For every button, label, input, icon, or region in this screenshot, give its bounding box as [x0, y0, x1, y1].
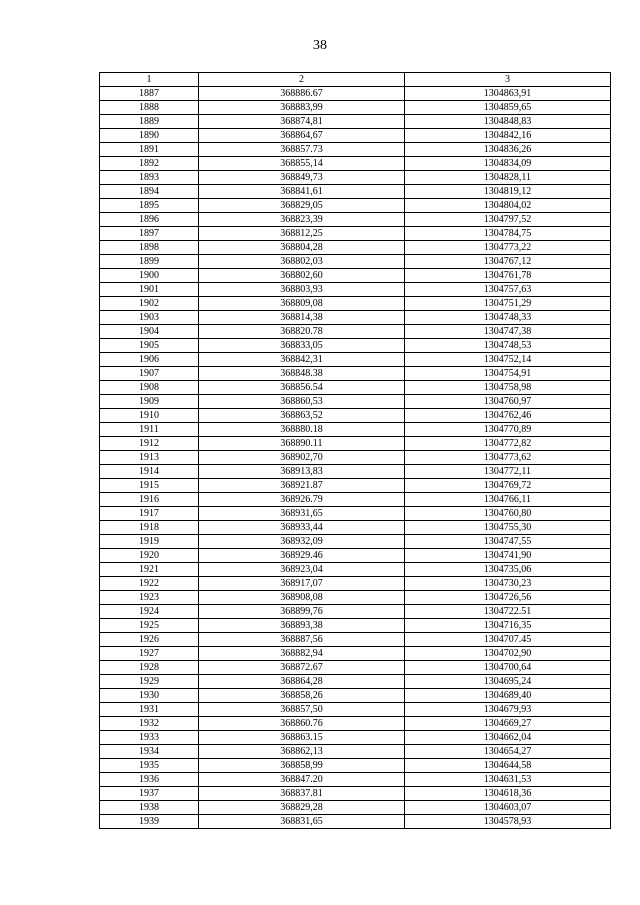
y-coordinate-cell: 1304772,11	[405, 465, 611, 479]
point-number-cell: 1906	[100, 353, 199, 367]
y-coordinate-cell: 1304755,30	[405, 521, 611, 535]
table-row	[100, 577, 611, 591]
table-row	[100, 689, 611, 703]
table-row	[100, 409, 611, 423]
column-header-3: 3	[405, 73, 611, 87]
table-row	[100, 703, 611, 717]
x-coordinate-cell: 368926.79	[199, 493, 405, 507]
point-number-cell: 1916	[100, 493, 199, 507]
x-coordinate-cell: 368831,65	[199, 815, 405, 829]
x-coordinate-cell: 368933,44	[199, 521, 405, 535]
y-coordinate-cell: 1304747,55	[405, 535, 611, 549]
x-coordinate-cell: 368856.54	[199, 381, 405, 395]
x-coordinate-cell: 368863,52	[199, 409, 405, 423]
point-number-cell: 1915	[100, 479, 199, 493]
x-coordinate-cell: 368908,08	[199, 591, 405, 605]
x-coordinate-cell: 368848.38	[199, 367, 405, 381]
point-number-cell: 1908	[100, 381, 199, 395]
point-number-cell: 1913	[100, 451, 199, 465]
point-number-cell: 1903	[100, 311, 199, 325]
point-number-cell: 1894	[100, 185, 199, 199]
table-row	[100, 241, 611, 255]
table-row	[100, 339, 611, 353]
x-coordinate-cell: 368864,28	[199, 675, 405, 689]
point-number-cell: 1898	[100, 241, 199, 255]
table-body	[100, 87, 611, 829]
table-row	[100, 143, 611, 157]
x-coordinate-cell: 368823,39	[199, 213, 405, 227]
table-row	[100, 423, 611, 437]
x-coordinate-cell: 368814,38	[199, 311, 405, 325]
table-row	[100, 717, 611, 731]
x-coordinate-cell: 368913,83	[199, 465, 405, 479]
point-number-cell: 1922	[100, 577, 199, 591]
point-number-cell: 1920	[100, 549, 199, 563]
table-row	[100, 563, 611, 577]
table-row	[100, 129, 611, 143]
table-row	[100, 101, 611, 115]
table-row	[100, 255, 611, 269]
y-coordinate-cell: 1304735,06	[405, 563, 611, 577]
table-row	[100, 521, 611, 535]
point-number-cell: 1905	[100, 339, 199, 353]
x-coordinate-cell: 368887,56	[199, 633, 405, 647]
x-coordinate-cell: 368902,70	[199, 451, 405, 465]
x-coordinate-cell: 368886.67	[199, 87, 405, 101]
y-coordinate-cell: 1304669,27	[405, 717, 611, 731]
y-coordinate-cell: 1304842,16	[405, 129, 611, 143]
x-coordinate-cell: 368932,09	[199, 535, 405, 549]
point-number-cell: 1891	[100, 143, 199, 157]
x-coordinate-cell: 368802,03	[199, 255, 405, 269]
table-row	[100, 493, 611, 507]
table-row	[100, 353, 611, 367]
x-coordinate-cell: 368857,50	[199, 703, 405, 717]
point-number-cell: 1939	[100, 815, 199, 829]
point-number-cell: 1935	[100, 759, 199, 773]
x-coordinate-cell: 368883,99	[199, 101, 405, 115]
point-number-cell: 1932	[100, 717, 199, 731]
table-row	[100, 619, 611, 633]
table-row	[100, 437, 611, 451]
y-coordinate-cell: 1304760,97	[405, 395, 611, 409]
table-header-row	[100, 73, 611, 87]
point-number-cell: 1925	[100, 619, 199, 633]
table-row	[100, 647, 611, 661]
column-header-1: 1	[100, 73, 199, 87]
y-coordinate-cell: 1304828,11	[405, 171, 611, 185]
point-number-cell: 1927	[100, 647, 199, 661]
x-coordinate-cell: 368803,93	[199, 283, 405, 297]
y-coordinate-cell: 1304848,83	[405, 115, 611, 129]
point-number-cell: 1909	[100, 395, 199, 409]
y-coordinate-cell: 1304773,62	[405, 451, 611, 465]
table-row	[100, 549, 611, 563]
table-row	[100, 507, 611, 521]
x-coordinate-cell: 368917,07	[199, 577, 405, 591]
point-number-cell: 1919	[100, 535, 199, 549]
y-coordinate-cell: 1304751,29	[405, 297, 611, 311]
table-row	[100, 801, 611, 815]
table-row	[100, 269, 611, 283]
y-coordinate-cell: 1304752,14	[405, 353, 611, 367]
table-row	[100, 773, 611, 787]
point-number-cell: 1938	[100, 801, 199, 815]
y-coordinate-cell: 1304754,91	[405, 367, 611, 381]
y-coordinate-cell: 1304773,22	[405, 241, 611, 255]
y-coordinate-cell: 1304797,52	[405, 213, 611, 227]
x-coordinate-cell: 368893,38	[199, 619, 405, 633]
table-row	[100, 787, 611, 801]
x-coordinate-cell: 368931,65	[199, 507, 405, 521]
x-coordinate-cell: 368841,61	[199, 185, 405, 199]
y-coordinate-cell: 1304726,56	[405, 591, 611, 605]
point-number-cell: 1887	[100, 87, 199, 101]
x-coordinate-cell: 368864,67	[199, 129, 405, 143]
point-number-cell: 1917	[100, 507, 199, 521]
point-number-cell: 1895	[100, 199, 199, 213]
y-coordinate-cell: 1304578,93	[405, 815, 611, 829]
point-number-cell: 1899	[100, 255, 199, 269]
y-coordinate-cell: 1304836,26	[405, 143, 611, 157]
y-coordinate-cell: 1304859,65	[405, 101, 611, 115]
y-coordinate-cell: 1304618,36	[405, 787, 611, 801]
table-row	[100, 185, 611, 199]
table-row	[100, 297, 611, 311]
table-row	[100, 535, 611, 549]
x-coordinate-cell: 368890.11	[199, 437, 405, 451]
point-number-cell: 1937	[100, 787, 199, 801]
table-row	[100, 815, 611, 829]
y-coordinate-cell: 1304770,89	[405, 423, 611, 437]
x-coordinate-cell: 368872.67	[199, 661, 405, 675]
table-row	[100, 325, 611, 339]
table-row	[100, 367, 611, 381]
y-coordinate-cell: 1304804,02	[405, 199, 611, 213]
x-coordinate-cell: 368849,73	[199, 171, 405, 185]
y-coordinate-cell: 1304702,90	[405, 647, 611, 661]
y-coordinate-cell: 1304748,33	[405, 311, 611, 325]
point-number-cell: 1933	[100, 731, 199, 745]
x-coordinate-cell: 368820.78	[199, 325, 405, 339]
y-coordinate-cell: 1304767,12	[405, 255, 611, 269]
x-coordinate-cell: 368829,28	[199, 801, 405, 815]
y-coordinate-cell: 1304631,53	[405, 773, 611, 787]
point-number-cell: 1921	[100, 563, 199, 577]
point-number-cell: 1924	[100, 605, 199, 619]
y-coordinate-cell: 1304769,72	[405, 479, 611, 493]
point-number-cell: 1889	[100, 115, 199, 129]
table-row	[100, 605, 611, 619]
point-number-cell: 1911	[100, 423, 199, 437]
x-coordinate-cell: 368874,81	[199, 115, 405, 129]
y-coordinate-cell: 1304695,24	[405, 675, 611, 689]
point-number-cell: 1926	[100, 633, 199, 647]
table-row	[100, 171, 611, 185]
x-coordinate-cell: 368812,25	[199, 227, 405, 241]
table-row	[100, 591, 611, 605]
point-number-cell: 1902	[100, 297, 199, 311]
y-coordinate-cell: 1304757,63	[405, 283, 611, 297]
table-row	[100, 661, 611, 675]
x-coordinate-cell: 368929.46	[199, 549, 405, 563]
y-coordinate-cell: 1304700,64	[405, 661, 611, 675]
x-coordinate-cell: 368857.73	[199, 143, 405, 157]
point-number-cell: 1896	[100, 213, 199, 227]
x-coordinate-cell: 368880.18	[199, 423, 405, 437]
point-number-cell: 1918	[100, 521, 199, 535]
x-coordinate-cell: 368837.81	[199, 787, 405, 801]
table-row	[100, 227, 611, 241]
y-coordinate-cell: 1304761,78	[405, 269, 611, 283]
table-row	[100, 87, 611, 101]
point-number-cell: 1934	[100, 745, 199, 759]
column-header-2: 2	[199, 73, 405, 87]
y-coordinate-cell: 1304762,46	[405, 409, 611, 423]
y-coordinate-cell: 1304707.45	[405, 633, 611, 647]
point-number-cell: 1912	[100, 437, 199, 451]
x-coordinate-cell: 368860.76	[199, 717, 405, 731]
y-coordinate-cell: 1304758,98	[405, 381, 611, 395]
point-number-cell: 1936	[100, 773, 199, 787]
y-coordinate-cell: 1304716,35	[405, 619, 611, 633]
table-row	[100, 675, 611, 689]
x-coordinate-cell: 368847.20	[199, 773, 405, 787]
point-number-cell: 1910	[100, 409, 199, 423]
point-number-cell: 1900	[100, 269, 199, 283]
x-coordinate-cell: 368923,04	[199, 563, 405, 577]
x-coordinate-cell: 368833,05	[199, 339, 405, 353]
table-row	[100, 745, 611, 759]
point-number-cell: 1904	[100, 325, 199, 339]
table-row	[100, 731, 611, 745]
y-coordinate-cell: 1304747,38	[405, 325, 611, 339]
table-row	[100, 311, 611, 325]
x-coordinate-cell: 368858,99	[199, 759, 405, 773]
point-number-cell: 1888	[100, 101, 199, 115]
x-coordinate-cell: 368855,14	[199, 157, 405, 171]
page-number: 38	[313, 38, 327, 53]
x-coordinate-cell: 368858,26	[199, 689, 405, 703]
table-row	[100, 759, 611, 773]
y-coordinate-cell: 1304741,90	[405, 549, 611, 563]
point-number-cell: 1907	[100, 367, 199, 381]
y-coordinate-cell: 1304689,40	[405, 689, 611, 703]
coordinates-table-container	[99, 72, 610, 829]
x-coordinate-cell: 368862,13	[199, 745, 405, 759]
y-coordinate-cell: 1304644,58	[405, 759, 611, 773]
x-coordinate-cell: 368921.87	[199, 479, 405, 493]
table-row	[100, 633, 611, 647]
y-coordinate-cell: 1304654,27	[405, 745, 611, 759]
x-coordinate-cell: 368804,28	[199, 241, 405, 255]
point-number-cell: 1930	[100, 689, 199, 703]
table-row	[100, 465, 611, 479]
y-coordinate-cell: 1304784,75	[405, 227, 611, 241]
table-row	[100, 381, 611, 395]
x-coordinate-cell: 368802,60	[199, 269, 405, 283]
y-coordinate-cell: 1304766,11	[405, 493, 611, 507]
table-row	[100, 115, 611, 129]
point-number-cell: 1928	[100, 661, 199, 675]
y-coordinate-cell: 1304863,91	[405, 87, 611, 101]
x-coordinate-cell: 368809,08	[199, 297, 405, 311]
point-number-cell: 1931	[100, 703, 199, 717]
table-row	[100, 213, 611, 227]
point-number-cell: 1914	[100, 465, 199, 479]
y-coordinate-cell: 1304603,07	[405, 801, 611, 815]
y-coordinate-cell: 1304834,09	[405, 157, 611, 171]
x-coordinate-cell: 368842,31	[199, 353, 405, 367]
x-coordinate-cell: 368899,76	[199, 605, 405, 619]
table-row	[100, 479, 611, 493]
y-coordinate-cell: 1304760,80	[405, 507, 611, 521]
y-coordinate-cell: 1304679,93	[405, 703, 611, 717]
point-number-cell: 1901	[100, 283, 199, 297]
table-row	[100, 451, 611, 465]
y-coordinate-cell: 1304662,04	[405, 731, 611, 745]
y-coordinate-cell: 1304722.51	[405, 605, 611, 619]
y-coordinate-cell: 1304819,12	[405, 185, 611, 199]
x-coordinate-cell: 368863.15	[199, 731, 405, 745]
x-coordinate-cell: 368829,05	[199, 199, 405, 213]
table-row	[100, 157, 611, 171]
table-row	[100, 199, 611, 213]
point-number-cell: 1892	[100, 157, 199, 171]
point-number-cell: 1897	[100, 227, 199, 241]
x-coordinate-cell: 368860,53	[199, 395, 405, 409]
y-coordinate-cell: 1304748,53	[405, 339, 611, 353]
table-row	[100, 395, 611, 409]
point-number-cell: 1893	[100, 171, 199, 185]
point-number-cell: 1890	[100, 129, 199, 143]
point-number-cell: 1929	[100, 675, 199, 689]
y-coordinate-cell: 1304730,23	[405, 577, 611, 591]
table-row	[100, 283, 611, 297]
coordinates-table	[99, 72, 611, 829]
point-number-cell: 1923	[100, 591, 199, 605]
x-coordinate-cell: 368882,94	[199, 647, 405, 661]
y-coordinate-cell: 1304772,82	[405, 437, 611, 451]
